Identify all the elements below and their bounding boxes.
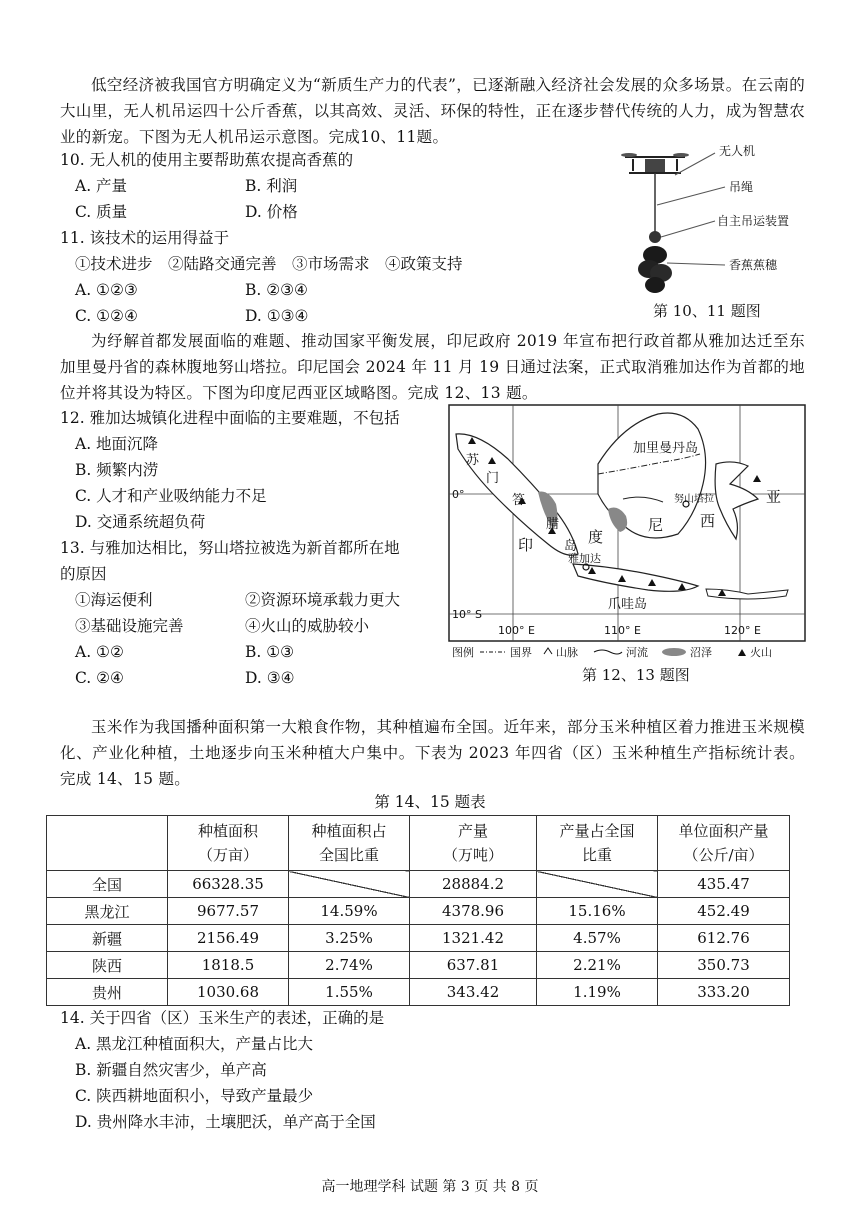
- cell-output-share: 4.57%: [537, 925, 658, 952]
- drone-figure: [615, 135, 815, 295]
- header-cell-empty: [47, 816, 168, 871]
- q13-statement-1: ①海运便利: [75, 591, 153, 609]
- drone-icon: [621, 153, 689, 173]
- label-jakarta: 雅加达: [568, 552, 601, 565]
- hoist-device-icon: [649, 231, 661, 243]
- cell-output: 637.81: [410, 952, 537, 979]
- q13-statement-2: ②资源环境承载力更大: [245, 591, 401, 609]
- legend-swamp: 沼泽: [690, 646, 712, 659]
- cell-output: 28884.2: [410, 871, 537, 898]
- row-label: 新疆: [47, 925, 168, 952]
- label-indonesia-ya: 亚: [766, 488, 782, 506]
- cell-output-share: 15.16%: [537, 898, 658, 925]
- cell-output: 4378.96: [410, 898, 537, 925]
- label-sumatra-dao: 岛: [564, 539, 578, 554]
- label-lat-10s: 10° S: [452, 608, 482, 621]
- q13-option-d[interactable]: D. ③④: [245, 669, 295, 687]
- q13-option-c[interactable]: C. ②④: [75, 669, 124, 687]
- cell-area: 9677.57: [168, 898, 289, 925]
- q10-option-b[interactable]: B. 利润: [245, 177, 298, 195]
- header-yield: 单位面积产量 （公斤/亩）: [658, 816, 790, 871]
- legend-river-icon: [594, 650, 622, 654]
- passage-drone: 低空经济被我国官方明确定义为“新质生产力的代表”，已逐渐融入经济社会发展的众多场景。在云南的大山里，无人机吊运四十公斤香蕉，以其高效、灵活、环保的特性，正在逐步替代传统的人力，成为智慧农业的新宠。下图为无人机吊运示意图。完成10、11题。: [60, 76, 805, 146]
- label-nusantara: 努山塔拉: [674, 494, 714, 505]
- cell-yield: 350.73: [658, 952, 790, 979]
- question-13-stem-cont: 的原因: [60, 565, 107, 583]
- label-sumatra-men: 门: [486, 471, 500, 486]
- legend-river: 河流: [626, 646, 648, 659]
- cell-yield: 612.76: [658, 925, 790, 952]
- label-banana: 香蕉蕉穗: [729, 258, 778, 272]
- header-output-share: 产量占全国 比重: [537, 816, 658, 871]
- q12-option-a[interactable]: A. 地面沉降: [75, 435, 159, 453]
- label-sumatra-da: 答: [512, 493, 526, 508]
- cell-diagonal-empty: [289, 871, 410, 898]
- q13-option-b[interactable]: B. ①③: [245, 643, 295, 661]
- row-label: 全国: [47, 871, 168, 898]
- table-row: [47, 925, 790, 952]
- cell-area: 66328.35: [168, 871, 289, 898]
- cell-area: 1030.68: [168, 979, 289, 1006]
- table-row: [47, 952, 790, 979]
- table-row: [47, 871, 790, 898]
- cell-yield: 452.49: [658, 898, 790, 925]
- header-area: 种植面积 （万亩）: [168, 816, 289, 871]
- indonesia-map: [448, 404, 808, 662]
- passage-corn: 玉米作为我国播种面积第一大粮食作物，其种植遍布全国。近年来，部分玉米种植区着力推进玉米规模化、产业化种植，土地逐步向玉米种植大户集中。下表为 2023 年四省（区）玉米种植生产指标统计表。完成 14、15 题。: [60, 718, 805, 788]
- cell-yield: 333.20: [658, 979, 790, 1006]
- banana-bunch-icon: [638, 246, 672, 293]
- cell-area-share: 14.59%: [289, 898, 410, 925]
- q11-option-d[interactable]: D. ①③④: [245, 307, 309, 325]
- q12-option-c[interactable]: C. 人才和产业吸纳能力不足: [75, 487, 267, 505]
- cell-output-share: 2.21%: [537, 952, 658, 979]
- label-lon-110e: 110° E: [604, 624, 641, 637]
- corn-statistics-table: [46, 815, 790, 1006]
- q14-option-a[interactable]: A. 黑龙江种植面积大，产量占比大: [75, 1035, 314, 1053]
- passage-indonesia: 为纾解首都发展面临的难题、推动国家平衡发展，印尼政府 2019 年宣布把行政首都从雅加达迁至东加里曼丹省的森林腹地努山塔拉。印尼国会 2024 年 11 月 19 日通过法案，正式取消雅加达作为首都的地位并将其设为特区。下图为印度尼西亚区域略图。完成 12、13 题。: [60, 332, 805, 402]
- cell-yield: 435.47: [658, 871, 790, 898]
- legend-volcano-icon: [738, 649, 746, 656]
- label-lon-120e: 120° E: [724, 624, 761, 637]
- q12-option-b[interactable]: B. 频繁内涝: [75, 461, 159, 479]
- label-indonesia-xi: 西: [700, 512, 716, 530]
- header-area-share: 种植面积占 全国比重: [289, 816, 410, 871]
- legend-swamp-icon: [662, 648, 686, 656]
- label-rope: 吊绳: [729, 180, 754, 194]
- cell-area-share: 1.55%: [289, 979, 410, 1006]
- cell-area: 2156.49: [168, 925, 289, 952]
- table-row: [47, 979, 790, 1006]
- figure-caption-12-13: 第 12、13 题图: [582, 666, 690, 684]
- cell-area-share: 3.25%: [289, 925, 410, 952]
- label-java: 爪哇岛: [608, 597, 648, 612]
- label-indonesia-ni: 尼: [648, 516, 664, 534]
- legend-mountain-icon: [544, 648, 552, 654]
- cell-area: 1818.5: [168, 952, 289, 979]
- cell-diagonal-empty: [537, 871, 658, 898]
- question-10-stem: 10. 无人机的使用主要帮助蕉农提高香蕉的: [60, 151, 354, 169]
- cell-output: 1321.42: [410, 925, 537, 952]
- q11-option-a[interactable]: A. ①②③: [75, 281, 138, 299]
- q10-option-c[interactable]: C. 质量: [75, 203, 128, 221]
- q13-statement-4: ④火山的威胁较小: [245, 617, 370, 635]
- q10-option-a[interactable]: A. 产量: [75, 177, 128, 195]
- table-row: [47, 898, 790, 925]
- table-header-row: [47, 816, 790, 871]
- legend-border: 国界: [510, 646, 532, 659]
- row-label: 贵州: [47, 979, 168, 1006]
- label-sumatra-la: 腊: [546, 517, 560, 532]
- label-indonesia-in: 印: [518, 536, 534, 554]
- label-hoist: 自主吊运装置: [717, 214, 790, 228]
- q13-statement-3: ③基础设施完善: [75, 617, 184, 635]
- row-label: 陕西: [47, 952, 168, 979]
- label-lon-100e: 100° E: [498, 624, 535, 637]
- q10-option-d[interactable]: D. 价格: [245, 203, 298, 221]
- question-12-stem: 12. 雅加达城镇化进程中面临的主要难题，不包括: [60, 409, 400, 427]
- q12-option-d[interactable]: D. 交通系统超负荷: [75, 513, 206, 531]
- label-drone: 无人机: [719, 144, 756, 158]
- q14-option-b[interactable]: B. 新疆自然灾害少，单产高: [75, 1061, 267, 1079]
- row-label: 黑龙江: [47, 898, 168, 925]
- q14-option-d[interactable]: D. 贵州降水丰沛，土壤肥沃，单产高于全国: [75, 1113, 376, 1131]
- label-sumatra-su: 苏: [466, 453, 480, 468]
- question-14-stem: 14. 关于四省（区）玉米生产的表述，正确的是: [60, 1009, 385, 1027]
- legend-mountain: 山脉: [556, 646, 578, 659]
- table-title: 第 14、15 题表: [374, 793, 486, 811]
- q14-option-c[interactable]: C. 陕西耕地面积小，导致产量最少: [75, 1087, 314, 1105]
- question-11-stem: 11. 该技术的运用得益于: [60, 229, 230, 247]
- figure-caption-10-11: 第 10、11 题图: [653, 302, 761, 320]
- q11-statements: ①技术进步 ②陆路交通完善 ③市场需求 ④政策支持: [75, 255, 463, 273]
- cell-output-share: 1.19%: [537, 979, 658, 1006]
- header-output: 产量 （万吨）: [410, 816, 537, 871]
- q11-option-c[interactable]: C. ①②④: [75, 307, 138, 325]
- cell-output: 343.42: [410, 979, 537, 1006]
- q11-option-b[interactable]: B. ②③④: [245, 281, 308, 299]
- page-footer: 高一地理学科 试题 第 3 页 共 8 页: [321, 1179, 539, 1195]
- legend-title: 图例: [452, 646, 474, 659]
- q13-option-a[interactable]: A. ①②: [75, 643, 124, 661]
- label-equator: 0°: [452, 488, 465, 501]
- legend-volcano: 火山: [750, 646, 772, 659]
- map-legend: [452, 645, 772, 659]
- label-kalimantan: 加里曼丹岛: [633, 441, 699, 456]
- cell-area-share: 2.74%: [289, 952, 410, 979]
- question-13-stem: 13. 与雅加达相比，努山塔拉被选为新首都所在地: [60, 539, 400, 557]
- label-indonesia-du: 度: [588, 528, 604, 546]
